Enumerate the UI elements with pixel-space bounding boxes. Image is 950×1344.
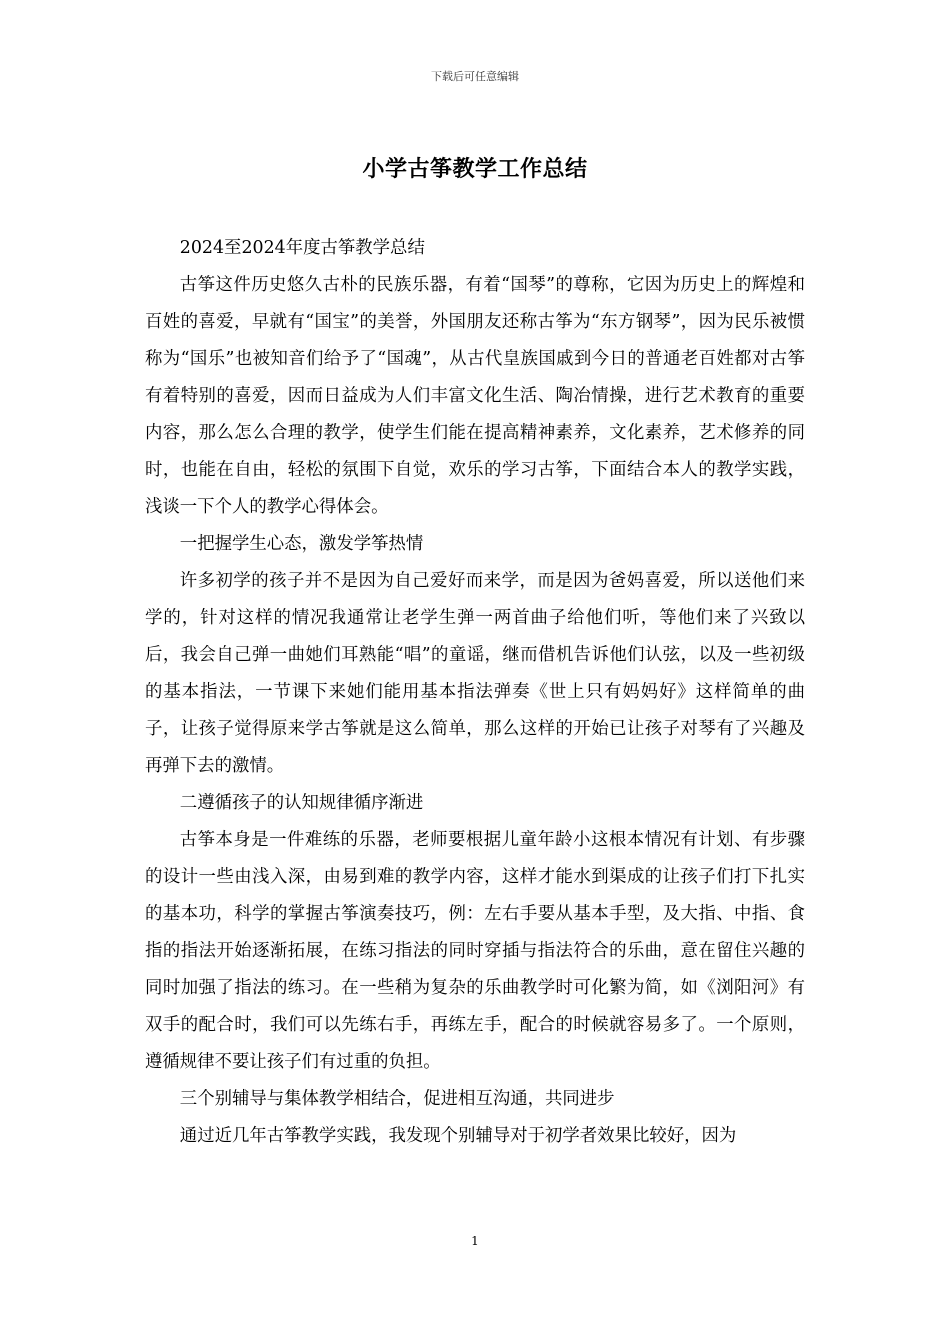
document-title: 小学古筝教学工作总结: [362, 156, 588, 182]
section-1-paragraph: 许多初学的孩子并不是因为自己爱好而来学，而是因为爸妈喜爱，所以送他们来学的，针对这样的情况我通常让老学生弹一两首曲子给他们听，等他们来了兴致以后，我会自己弹一曲她们耳熟能“唱”的童谣，继而借机告诉他们认弦，以及一些初级的基本指法，一节课下来她们能用基本指法弹奏《世上只有妈妈好》这样简单的曲子，让孩子觉得原来学古筝就是这么简单，那么这样的开始已让孩子对琴有了兴趣及再弹下去的激情。: [145, 571, 805, 776]
section-heading-2: 二遵循孩子的认知规律循序渐进: [179, 793, 424, 813]
section-2-paragraph: 古筝本身是一件难练的乐器，老师要根据儿童年龄小这根本情况有计划、有步骤的设计一些由浅入深，由易到难的教学内容，这样才能水到渠成的让孩子们打下扎实的基本功，科学的掌握古筝演奏技巧，例：左右手要从基本手型，及大指、中指、食指的指法开始逐渐拓展，在练习指法的同时穿插与指法符合的乐曲，意在留住兴趣的同时加强了指法的练习。在一些稍为复杂的乐曲教学时可化繁为简，如《浏阳河》有双手的配合时，我们可以先练右手，再练左手，配合的时候就容易多了。一个原则，遵循规律不要让孩子们有过重的负担。: [145, 830, 805, 1072]
page-number: 1: [471, 1234, 479, 1248]
subtitle-paragraph: 2024至2024年度古筝教学总结: [179, 238, 425, 258]
section-heading-3: 三个别辅导与集体教学相结合，促进相互沟通，共同进步: [179, 1089, 615, 1109]
intro-paragraph: 古筝这件历史悠久古朴的民族乐器，有着“国琴”的尊称，它因为历史上的辉煌和百姓的喜爱，早就有“国宝”的美誉，外国朋友还称古筝为“东方钢琴”，因为民乐被惯称为“国乐”也被知音们给予了“国魂”，从古代皇族国戚到今日的普通老百姓都对古筝有着特别的喜爱，因而日益成为人们丰富文化生活、陶冶情操，进行艺术教育的重要内容，那么怎么合理的教学，使学生们能在提高精神素养，文化素养，艺术修养的同时，也能在自由，轻松的氛围下自觉，欢乐的学习古筝，下面结合本人的教学实践，浅谈一下个人的教学心得体会。: [145, 275, 805, 517]
page-header-note: 下载后可任意编辑: [431, 70, 519, 83]
document-body: [145, 230, 805, 1155]
section-heading-1: 一把握学生心态，激发学筝热情: [179, 534, 424, 554]
section-3-paragraph: 通过近几年古筝教学实践，我发现个别辅导对于初学者效果比较好，因为: [179, 1126, 737, 1146]
